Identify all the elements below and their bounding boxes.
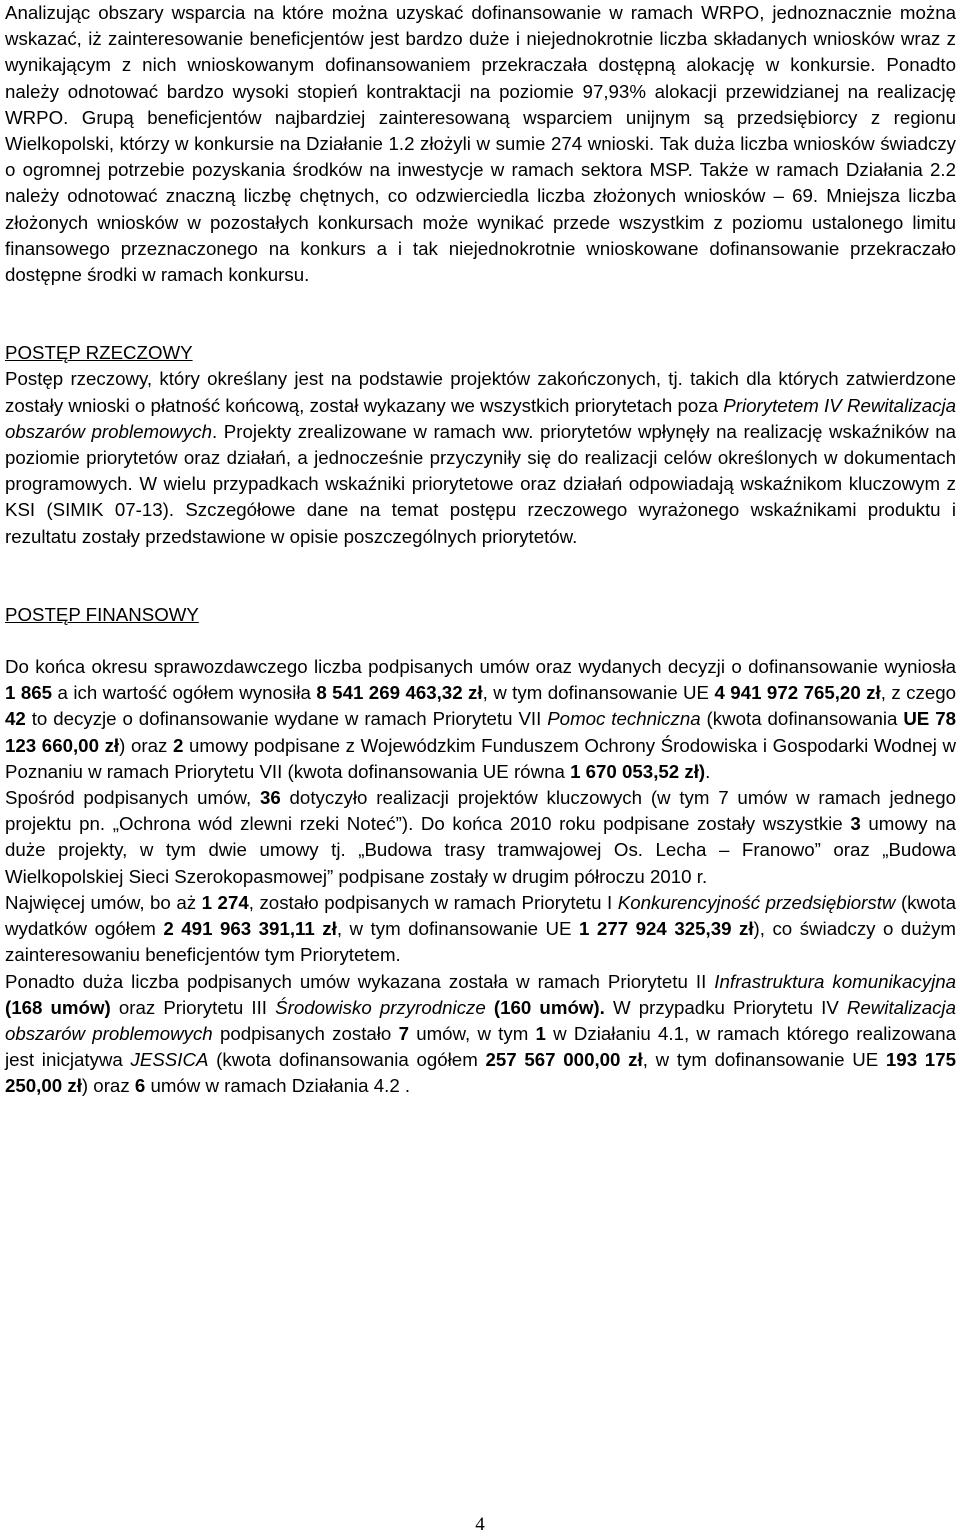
text-run: umów w ramach Działania 4.2 . — [145, 1075, 411, 1097]
text-italic: Rewitalizacja obszarów problemowych — [5, 996, 956, 1044]
spacer — [5, 550, 956, 602]
text-run: umowy na duże projekty, w tym dwie umowy tj. „Budowa trasy tramwajowej Os. Lecha – Franowo” oraz „Budowa Wielkopolskiej Sieci Szerokopasmowej” podpisane zostały w drugim półroczu 2010 r. — [5, 813, 956, 887]
text-run: ) oraz — [119, 734, 173, 756]
text-run: Analizując obszary wsparcia na które można uzyskać dofinansowanie w ramach WRPO, jednoznacznie można wskazać, iż zainteresowanie beneficjentów jest bardzo duże i niejednokrotnie liczba składanych wniosków wraz z wynikającym z nich wnioskowanym dofinansowaniem przekraczała dostępną alokację w konkursie. — [5, 2, 956, 76]
text-run: , z czego — [880, 682, 957, 704]
text-run: oraz Priorytetu III — [110, 996, 276, 1018]
text-bold: (168 umów) — [5, 996, 111, 1018]
text-bold: 7 — [398, 1022, 409, 1044]
paragraph-finansowy-kluczowe — [5, 785, 956, 890]
text-run: ) oraz — [81, 1075, 135, 1097]
document-page — [5, 0, 956, 1100]
text-bold: 1 277 924 325,39 zł — [579, 918, 754, 940]
text-run: (kwota dofinansowania — [700, 708, 904, 730]
text-bold: 193 175 250,00 zł — [5, 1049, 956, 1097]
text-run: umów, w tym — [408, 1022, 536, 1044]
text-bold: 1 670 053,52 zł) — [570, 760, 706, 782]
spacer — [5, 628, 956, 654]
paragraph-finansowy-umowy — [5, 654, 956, 785]
paragraph-finansowy-priorytety-2-4 — [5, 969, 956, 1100]
text-run: , w tym dofinansowanie UE — [336, 918, 580, 940]
text-bold: 3 — [850, 813, 861, 835]
text-italic: Infrastruktura komunikacyjna — [714, 970, 957, 992]
text-bold: 2 — [172, 734, 184, 756]
text-run: dotyczyło realizacji projektów kluczowych (w tym 7 umów w ramach jednego projektu pn. „Ochrona wód zlewni rzeki Noteć”). Do końca 2010 roku podpisane zostały wszystkie — [5, 787, 956, 835]
text-bold: 42 — [5, 708, 26, 730]
paragraph-analysis — [5, 0, 956, 288]
text-run: umowy podpisane z Wojewódzkim Funduszem Ochrony Środowiska i Gospodarki Wodnej w Poznaniu w ramach Priorytetu VII (kwota dofinansowania UE równa — [5, 734, 956, 782]
text-run: Postęp rzeczowy, który określany jest na podstawie projektów zakończonych, tj. takich dla których zatwierdzone zostały wnioski o płatność końcową, został wykazany we wszystkich priorytetach poza — [5, 368, 956, 416]
text-run: Ponadto należy odnotować bardzo wysoki stopień kontraktacji na poziomie 97,93% alokacji przewidzianej na realizację WRPO. — [5, 54, 956, 128]
text-bold: UE 78 123 660,00 zł — [5, 708, 956, 756]
text-run: , zostało podpisanych w ramach Priorytetu I — [248, 891, 618, 913]
text-run: Do końca okresu sprawozdawczego liczba podpisanych umów oraz wydanych decyzji o dofinansowanie wyniosła — [5, 656, 956, 678]
text-bold: 1 — [535, 1022, 546, 1044]
text-bold: 4 941 972 765,20 zł — [714, 682, 881, 704]
text-run: W przypadku Priorytetu IV — [604, 996, 847, 1018]
text-bold: 6 — [134, 1075, 146, 1097]
text-run — [486, 997, 494, 1018]
text-run: Mniejsza liczba złożonych wniosków w pozostałych konkursach może wynikać przede wszystkim z poziomu ustalonego limitu finansowego przeznaczonego na konkurs a i tak niejednokrotnie wnioskowane dofinansowanie przekraczało dostępne środki w ramach konkursu. — [5, 185, 956, 286]
text-run: to decyzje o dofinansowanie wydane w ramach Priorytetu VII — [25, 708, 548, 730]
text-bold: 2 491 963 391,11 zł — [163, 918, 337, 940]
text-bold: 1 274 — [201, 891, 249, 913]
text-run: , w tym dofinansowanie UE — [482, 682, 715, 704]
text-run: ), co świadczy o dużym zainteresowaniu beneficjentów tym Priorytetem. — [5, 918, 956, 966]
paragraph-finansowy-priorytet-1 — [5, 890, 956, 969]
text-bold: (160 umów). — [493, 996, 605, 1018]
text-run: . — [705, 760, 711, 782]
text-bold: 1 865 — [5, 682, 53, 704]
text-run: w Działaniu 4.1, w ramach którego realizowana jest inicjatywa — [5, 1022, 956, 1071]
text-run: . Projekty zrealizowane w ramach ww. priorytetów wpłynęły na realizację wskaźników na poziomie priorytetów oraz działań, a jednocześnie przyczyniły się do realizacji celów określonych w dokumentach programowych. W wielu przypadkach wskaźniki priorytetowe oraz działań odpowiadają wskaźnikom kluczowym z KSI (SIMIK 07-13). Szczegółowe dane na temat postępu rzeczowego wyrażonego wskaźnikami produktu i rezultatu zostały przedstawione w opisie poszczególnych priorytetów. — [5, 420, 957, 547]
text-bold: 257 567 000,00 zł — [485, 1049, 643, 1071]
heading-postep-finansowy: POSTĘP FINANSOWY — [5, 603, 199, 625]
text-run: Najwięcej umów, bo aż — [5, 891, 202, 913]
text-run: podpisanych zostało — [212, 1022, 399, 1044]
spacer — [5, 288, 956, 340]
heading-postep-rzeczowy: POSTĘP RZECZOWY — [5, 342, 193, 364]
text-run: a ich wartość ogółem wynosiła — [52, 682, 317, 704]
text-italic: Konkurencyjność przedsiębiorstw — [617, 891, 896, 913]
text-italic: Środowisko przyrodnicze — [275, 996, 486, 1018]
text-run: Tak duża liczba wniosków świadczy o ogromnej potrzebie pozyskania środków na inwestycje w ramach sektora MSP. — [5, 133, 957, 181]
text-run: Spośród podpisanych umów, — [5, 787, 260, 809]
text-bold: 8 541 269 463,32 zł — [316, 682, 483, 704]
text-bold: 36 — [259, 787, 281, 809]
text-run: , w tym dofinansowanie UE — [642, 1049, 886, 1071]
text-run: Ponadto duża liczba podpisanych umów wykazana została w ramach Priorytetu II — [5, 970, 715, 992]
text-run: (kwota dofinansowania ogółem — [208, 1049, 486, 1071]
text-run: Także w ramach Działania 2.2 należy odnotować znaczną liczbę chętnych, co odzwierciedla liczba złożonych wniosków – 69. — [5, 159, 956, 207]
text-run: Grupą beneficjentów najbardziej zainteresowaną wsparciem unijnym są przedsiębiorcy z regionu Wielkopolski, którzy w konkursie na Działanie 1.2 złożyli w sumie 274 wnioski. — [5, 106, 956, 155]
text-run: (kwota wydatków ogółem — [5, 891, 956, 940]
text-italic: Pomoc techniczna — [547, 708, 701, 730]
paragraph-postep-rzeczowy — [5, 366, 956, 549]
text-italic: Priorytetem IV Rewitalizacja obszarów problemowych — [5, 394, 956, 442]
text-italic: JESSICA — [130, 1049, 209, 1071]
page-number: 4 — [475, 1514, 485, 1535]
